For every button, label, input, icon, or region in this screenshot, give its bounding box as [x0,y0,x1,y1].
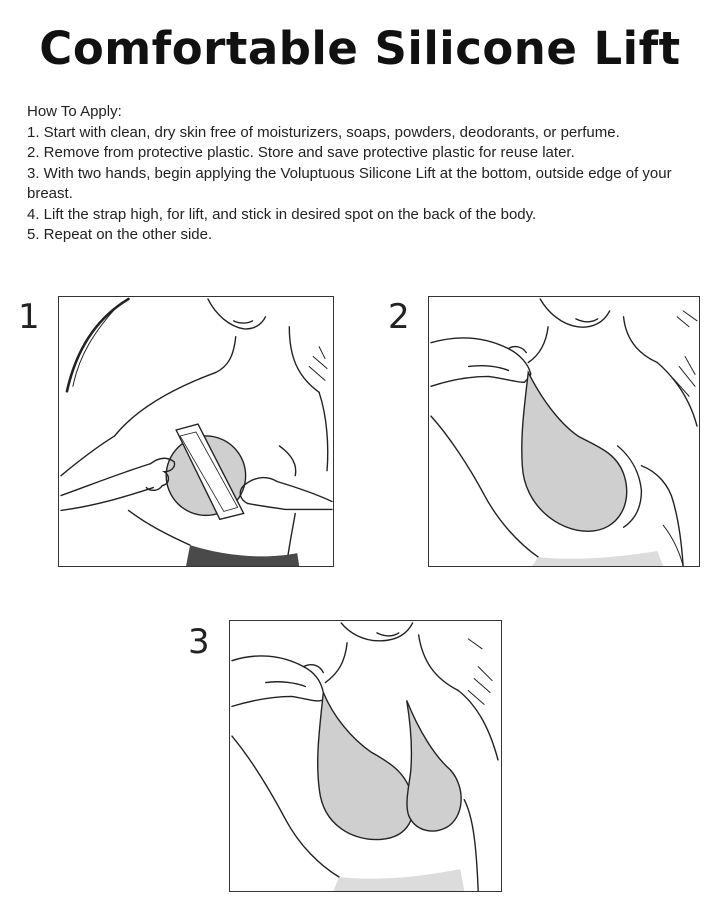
page-title: Comfortable Silicone Lift [39,22,681,75]
instructions-heading: How To Apply: [27,103,122,120]
illustration-panel-3 [229,620,502,892]
instruction-step-4: 4. Lift the strap high, for lift, and stick in desired spot on the back of the body. [27,205,537,223]
instruction-step-3: 3. With two hands, begin applying the Voluptuous Silicone Lift at the bottom, outside edge of your breast. [27,164,672,202]
step-2-illustration [429,297,699,566]
step-3-illustration [230,621,501,891]
instruction-step-1: 1. Start with clean, dry skin free of moisturizers, soaps, powders, deodorants, or perfume. [27,123,620,141]
step-number-2: 2 [388,297,410,337]
instruction-step-2: 2. Remove from protective plastic. Store and save protective plastic for reuse later. [27,144,575,161]
instruction-step-5: 5. Repeat on the other side. [27,226,213,243]
step-1-illustration [59,297,333,566]
step-number-3: 3 [188,622,210,662]
instructions-block [27,102,707,246]
illustration-panel-2 [428,296,700,567]
step-number-1: 1 [18,297,40,337]
illustration-panel-1 [58,296,334,567]
